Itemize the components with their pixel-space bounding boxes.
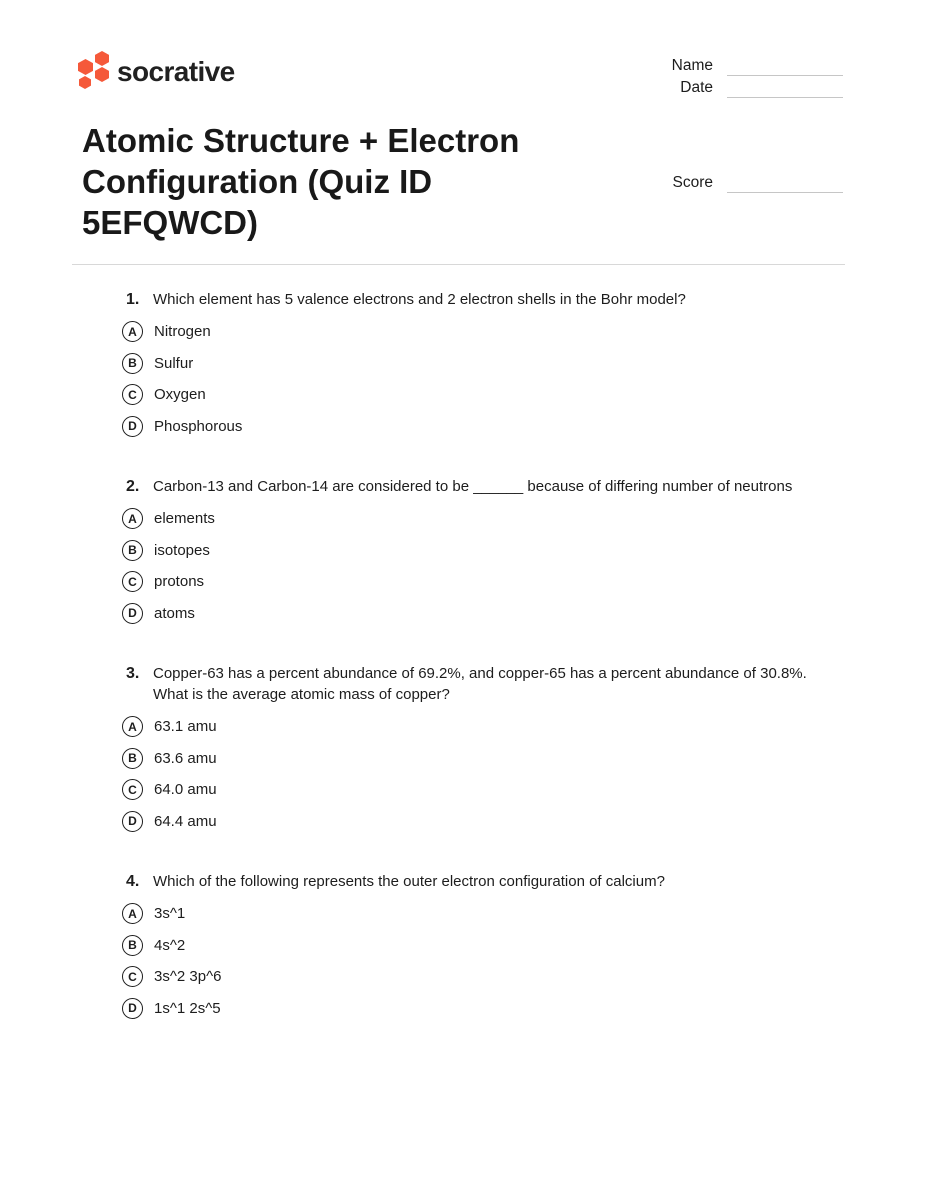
option-list [122,898,846,1024]
option-row-b [122,348,846,380]
option-row-c [122,566,846,598]
option-letter-circle: C [122,571,143,592]
question-row [122,476,846,497]
quiz-title-line: 5EFQWCD) [82,204,258,241]
option-row-c [122,961,846,993]
score-label: Score [672,174,713,191]
question-2 [122,476,846,629]
option-row-a [122,711,846,743]
option-row-c [122,774,846,806]
option-row-d [122,806,846,838]
header-divider [72,264,845,265]
option-letter-circle: D [122,416,143,437]
option-row-d [122,598,846,630]
option-text: isotopes [154,541,210,559]
question-number: 2. [126,478,140,495]
option-row-d [122,993,846,1025]
question-number: 3. [126,665,140,682]
option-row-a [122,898,846,930]
option-row-a [122,503,846,535]
date-label: Date [680,79,713,96]
option-list [122,503,846,629]
option-text: Nitrogen [154,323,211,341]
option-text: protons [154,573,205,591]
option-text: 1s^1 2s^5 [154,999,221,1017]
hexagon-shape [95,51,109,66]
option-list [122,316,846,442]
question-text: Carbon-13 and Carbon-14 are considered to be ______ because of differing number of neutrons [153,478,793,495]
score-blank-line [727,177,843,193]
option-row-b [122,930,846,962]
question-row [122,663,846,705]
option-letter-circle: D [122,998,143,1019]
hexagon-shape [95,67,109,82]
date-blank-line [727,82,843,98]
socrative-hexagons-icon [78,51,109,90]
option-row-c [122,379,846,411]
question-row [122,289,846,310]
name-blank-line [727,60,843,76]
option-letter-circle: A [122,903,143,924]
hexagon-shape [79,76,91,89]
option-letter-circle: A [122,508,143,529]
option-letter-circle: A [122,716,143,737]
option-text: Oxygen [154,386,206,404]
option-letter-circle: B [122,540,143,561]
option-text: 3s^2 3p^6 [154,968,222,986]
question-3 [122,663,846,837]
question-1 [122,289,846,442]
option-list [122,711,846,837]
question-list [122,289,846,1058]
option-text: 63.1 amu [154,718,217,736]
option-text: Sulfur [154,354,194,372]
score-field-row [673,173,844,193]
option-text: elements [154,510,215,528]
quiz-title-line: Atomic Structure + Electron [82,122,520,159]
option-letter-circle: B [122,748,143,769]
option-text: 64.0 amu [154,781,217,799]
question-text: Copper-63 has a percent abundance of 69.2%, and copper-65 has a percent abundance of 30.8%. What is the average atomic mass of copper? [153,665,807,703]
option-row-a [122,316,846,348]
name-field-row [672,56,843,76]
question-text: Which of the following represents the outer electron configuration of calcium? [153,873,665,890]
option-text: atoms [154,604,195,622]
question-number: 1. [126,291,140,308]
option-text: 64.4 amu [154,812,217,830]
option-letter-circle: B [122,935,143,956]
option-letter-circle: C [122,779,143,800]
option-letter-circle: D [122,811,143,832]
option-row-d [122,411,846,443]
option-letter-circle: D [122,603,143,624]
option-text: 4s^2 [154,936,186,954]
option-letter-circle: C [122,966,143,987]
question-row [122,871,846,892]
name-label: Name [671,57,713,74]
option-text: Phosphorous [154,417,243,435]
option-letter-circle: C [122,384,143,405]
question-number: 4. [126,873,140,890]
option-row-b [122,535,846,567]
option-row-b [122,743,846,775]
quiz-title-line: Configuration (Quiz ID [82,163,433,200]
hexagon-shape [78,59,93,75]
option-text: 63.6 amu [154,749,217,767]
socrative-logo [78,51,235,90]
date-field-row [680,78,843,98]
quiz-title [82,120,682,243]
socrative-logo-text: socrative [117,55,235,87]
question-4 [122,871,846,1024]
question-text: Which element has 5 valence electrons and 2 electron shells in the Bohr model? [153,291,686,308]
option-letter-circle: B [122,353,143,374]
option-letter-circle: A [122,321,143,342]
option-text: 3s^1 [154,905,186,923]
